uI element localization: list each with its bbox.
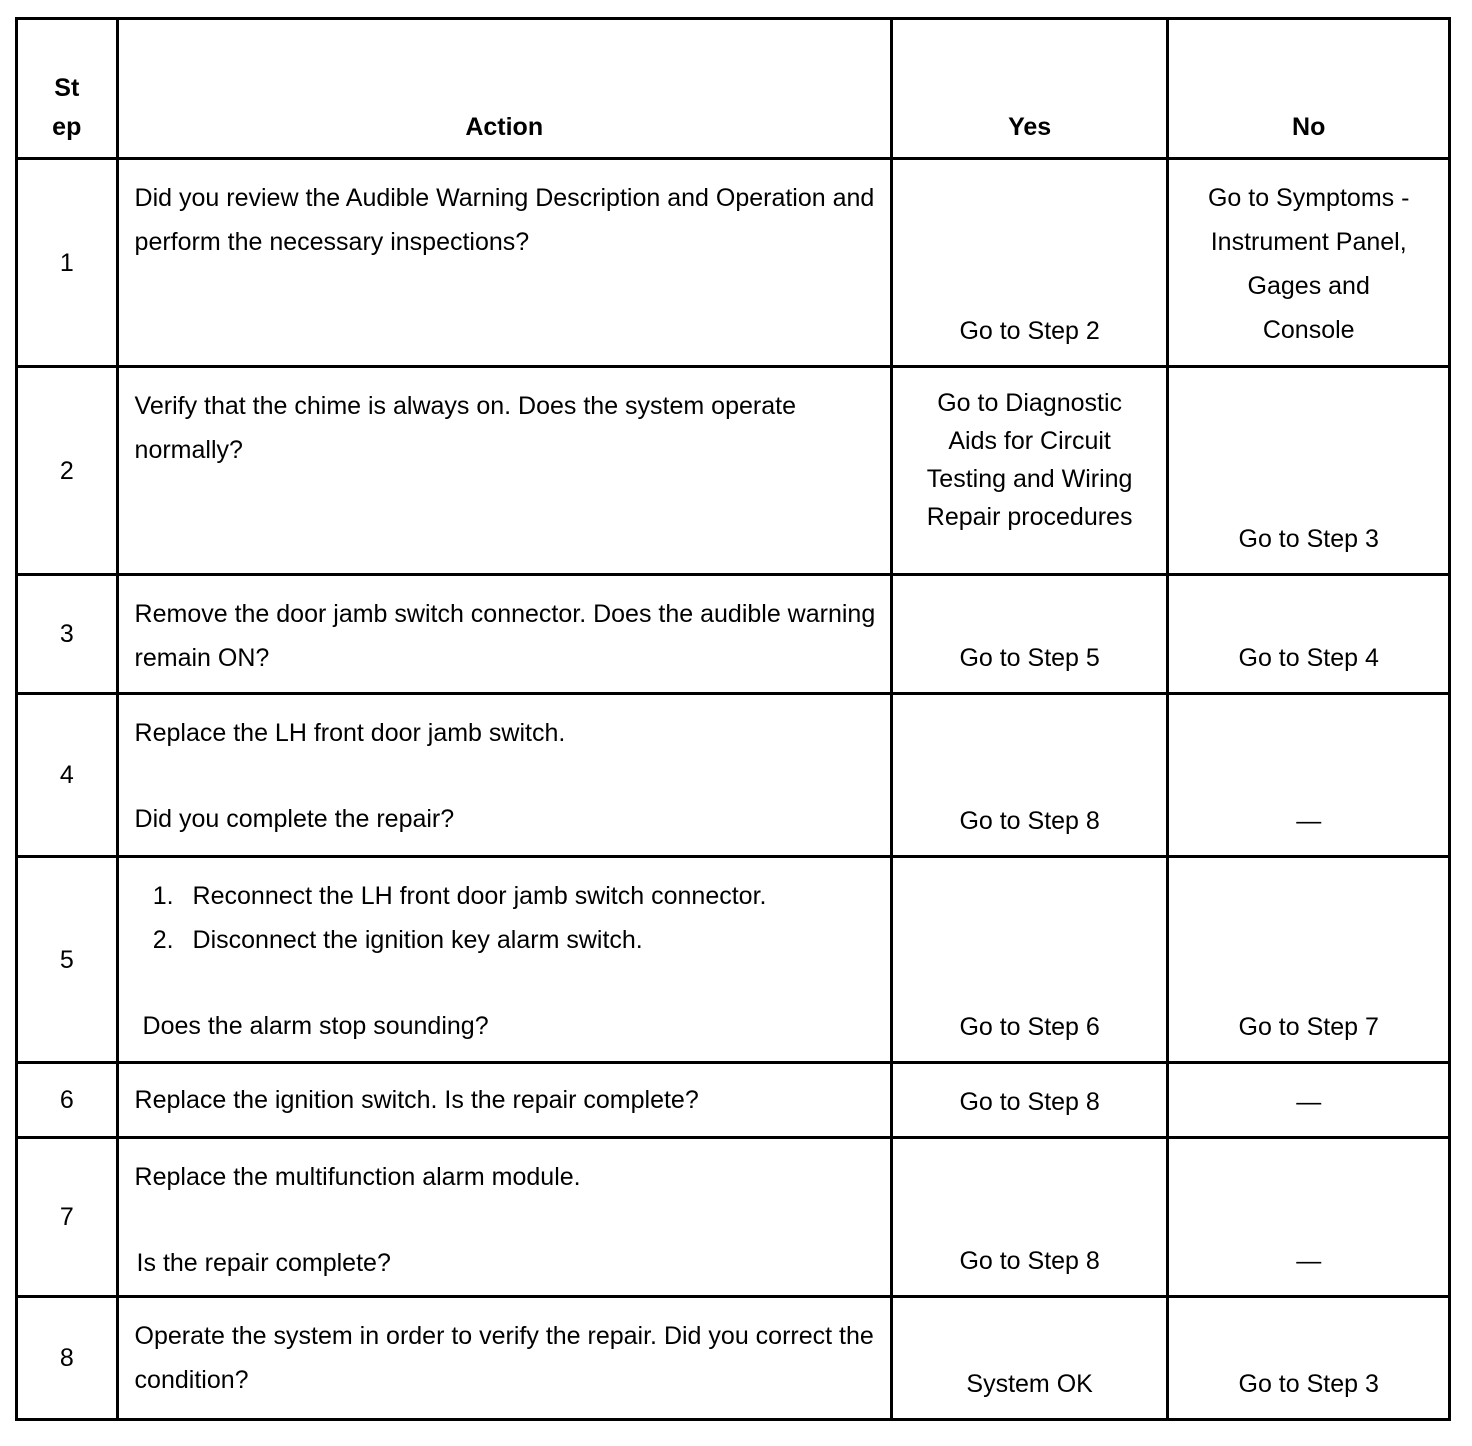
step-number: 4 <box>17 694 118 857</box>
yes-outcome: Go to Step 8 <box>891 1063 1168 1138</box>
yes-outcome: Go to Step 2 <box>891 159 1168 367</box>
table-row <box>17 159 1450 367</box>
header-no: No <box>1168 19 1450 159</box>
table-row <box>17 694 1450 857</box>
no-outcome: — <box>1168 694 1450 857</box>
no-outcome: — <box>1168 1063 1450 1138</box>
step-number: 1 <box>17 159 118 367</box>
action-line: Replace the LH front door jamb switch. <box>134 719 566 747</box>
no-outcome-line: Instrument Panel, <box>1210 228 1407 256</box>
table-row <box>17 1063 1450 1138</box>
header-row <box>17 19 1450 159</box>
no-outcome: Go to Step 7 <box>1168 857 1450 1063</box>
yes-outcome: Go to Step 5 <box>891 575 1168 694</box>
no-outcome-line: Go to Symptoms - <box>1207 184 1410 212</box>
action-text <box>117 857 891 1063</box>
action-text: Remove the door jamb switch connector. Does the audible warning remain ON? <box>117 575 891 694</box>
action-question: Does the alarm stop sounding? <box>142 1012 489 1040</box>
table-row <box>17 367 1450 575</box>
action-question: Is the repair complete? <box>136 1249 391 1277</box>
table-row <box>17 1138 1450 1297</box>
no-outcome: Go to Step 3 <box>1168 367 1450 575</box>
header-step <box>17 19 118 159</box>
step-number: 7 <box>17 1138 118 1297</box>
table-row <box>17 575 1450 694</box>
header-step-line1: St <box>54 74 80 102</box>
action-text: Did you review the Audible Warning Description and Operation and perform the necessary inspections? <box>117 159 891 367</box>
action-question: Did you complete the repair? <box>134 805 455 833</box>
table-row <box>17 857 1450 1063</box>
step-number: 3 <box>17 575 118 694</box>
list-item: 2. Disconnect the ignition key alarm switch. <box>181 918 880 962</box>
header-action: Action <box>117 19 891 159</box>
header-step-line2: ep <box>52 113 82 141</box>
no-outcome: — <box>1168 1138 1450 1297</box>
header-yes: Yes <box>891 19 1168 159</box>
yes-outcome: Go to Step 8 <box>891 1138 1168 1297</box>
list-item: 1. Reconnect the LH front door jamb switch connector. <box>181 874 880 918</box>
action-text <box>117 694 891 857</box>
no-outcome-line: Console <box>1262 316 1355 344</box>
yes-outcome-line: Go to Diagnostic <box>937 389 1123 417</box>
action-text: Operate the system in order to verify the repair. Did you correct the condition? <box>117 1297 891 1420</box>
yes-outcome-line: Repair procedures <box>926 503 1133 531</box>
action-steps-list <box>135 874 880 962</box>
table-row <box>17 1297 1450 1420</box>
yes-outcome: System OK <box>891 1297 1168 1420</box>
yes-outcome <box>891 367 1168 575</box>
yes-outcome: Go to Step 8 <box>891 694 1168 857</box>
step-number: 6 <box>17 1063 118 1138</box>
action-text: Verify that the chime is always on. Does the system operate normally? <box>117 367 891 575</box>
no-outcome: Go to Step 3 <box>1168 1297 1450 1420</box>
no-outcome: Go to Step 4 <box>1168 575 1450 694</box>
no-outcome <box>1168 159 1450 367</box>
step-number: 5 <box>17 857 118 1063</box>
yes-outcome-line: Testing and Wiring <box>926 465 1133 493</box>
diagnostic-table <box>15 17 1451 1421</box>
step-number: 2 <box>17 367 118 575</box>
action-line: Replace the multifunction alarm module. <box>134 1163 581 1191</box>
step-number: 8 <box>17 1297 118 1420</box>
yes-outcome-line: Aids for Circuit <box>948 427 1111 455</box>
yes-outcome: Go to Step 6 <box>891 857 1168 1063</box>
no-outcome-line: Gages and <box>1247 272 1370 300</box>
action-text <box>117 1138 891 1297</box>
action-text: Replace the ignition switch. Is the repair complete? <box>117 1063 891 1138</box>
